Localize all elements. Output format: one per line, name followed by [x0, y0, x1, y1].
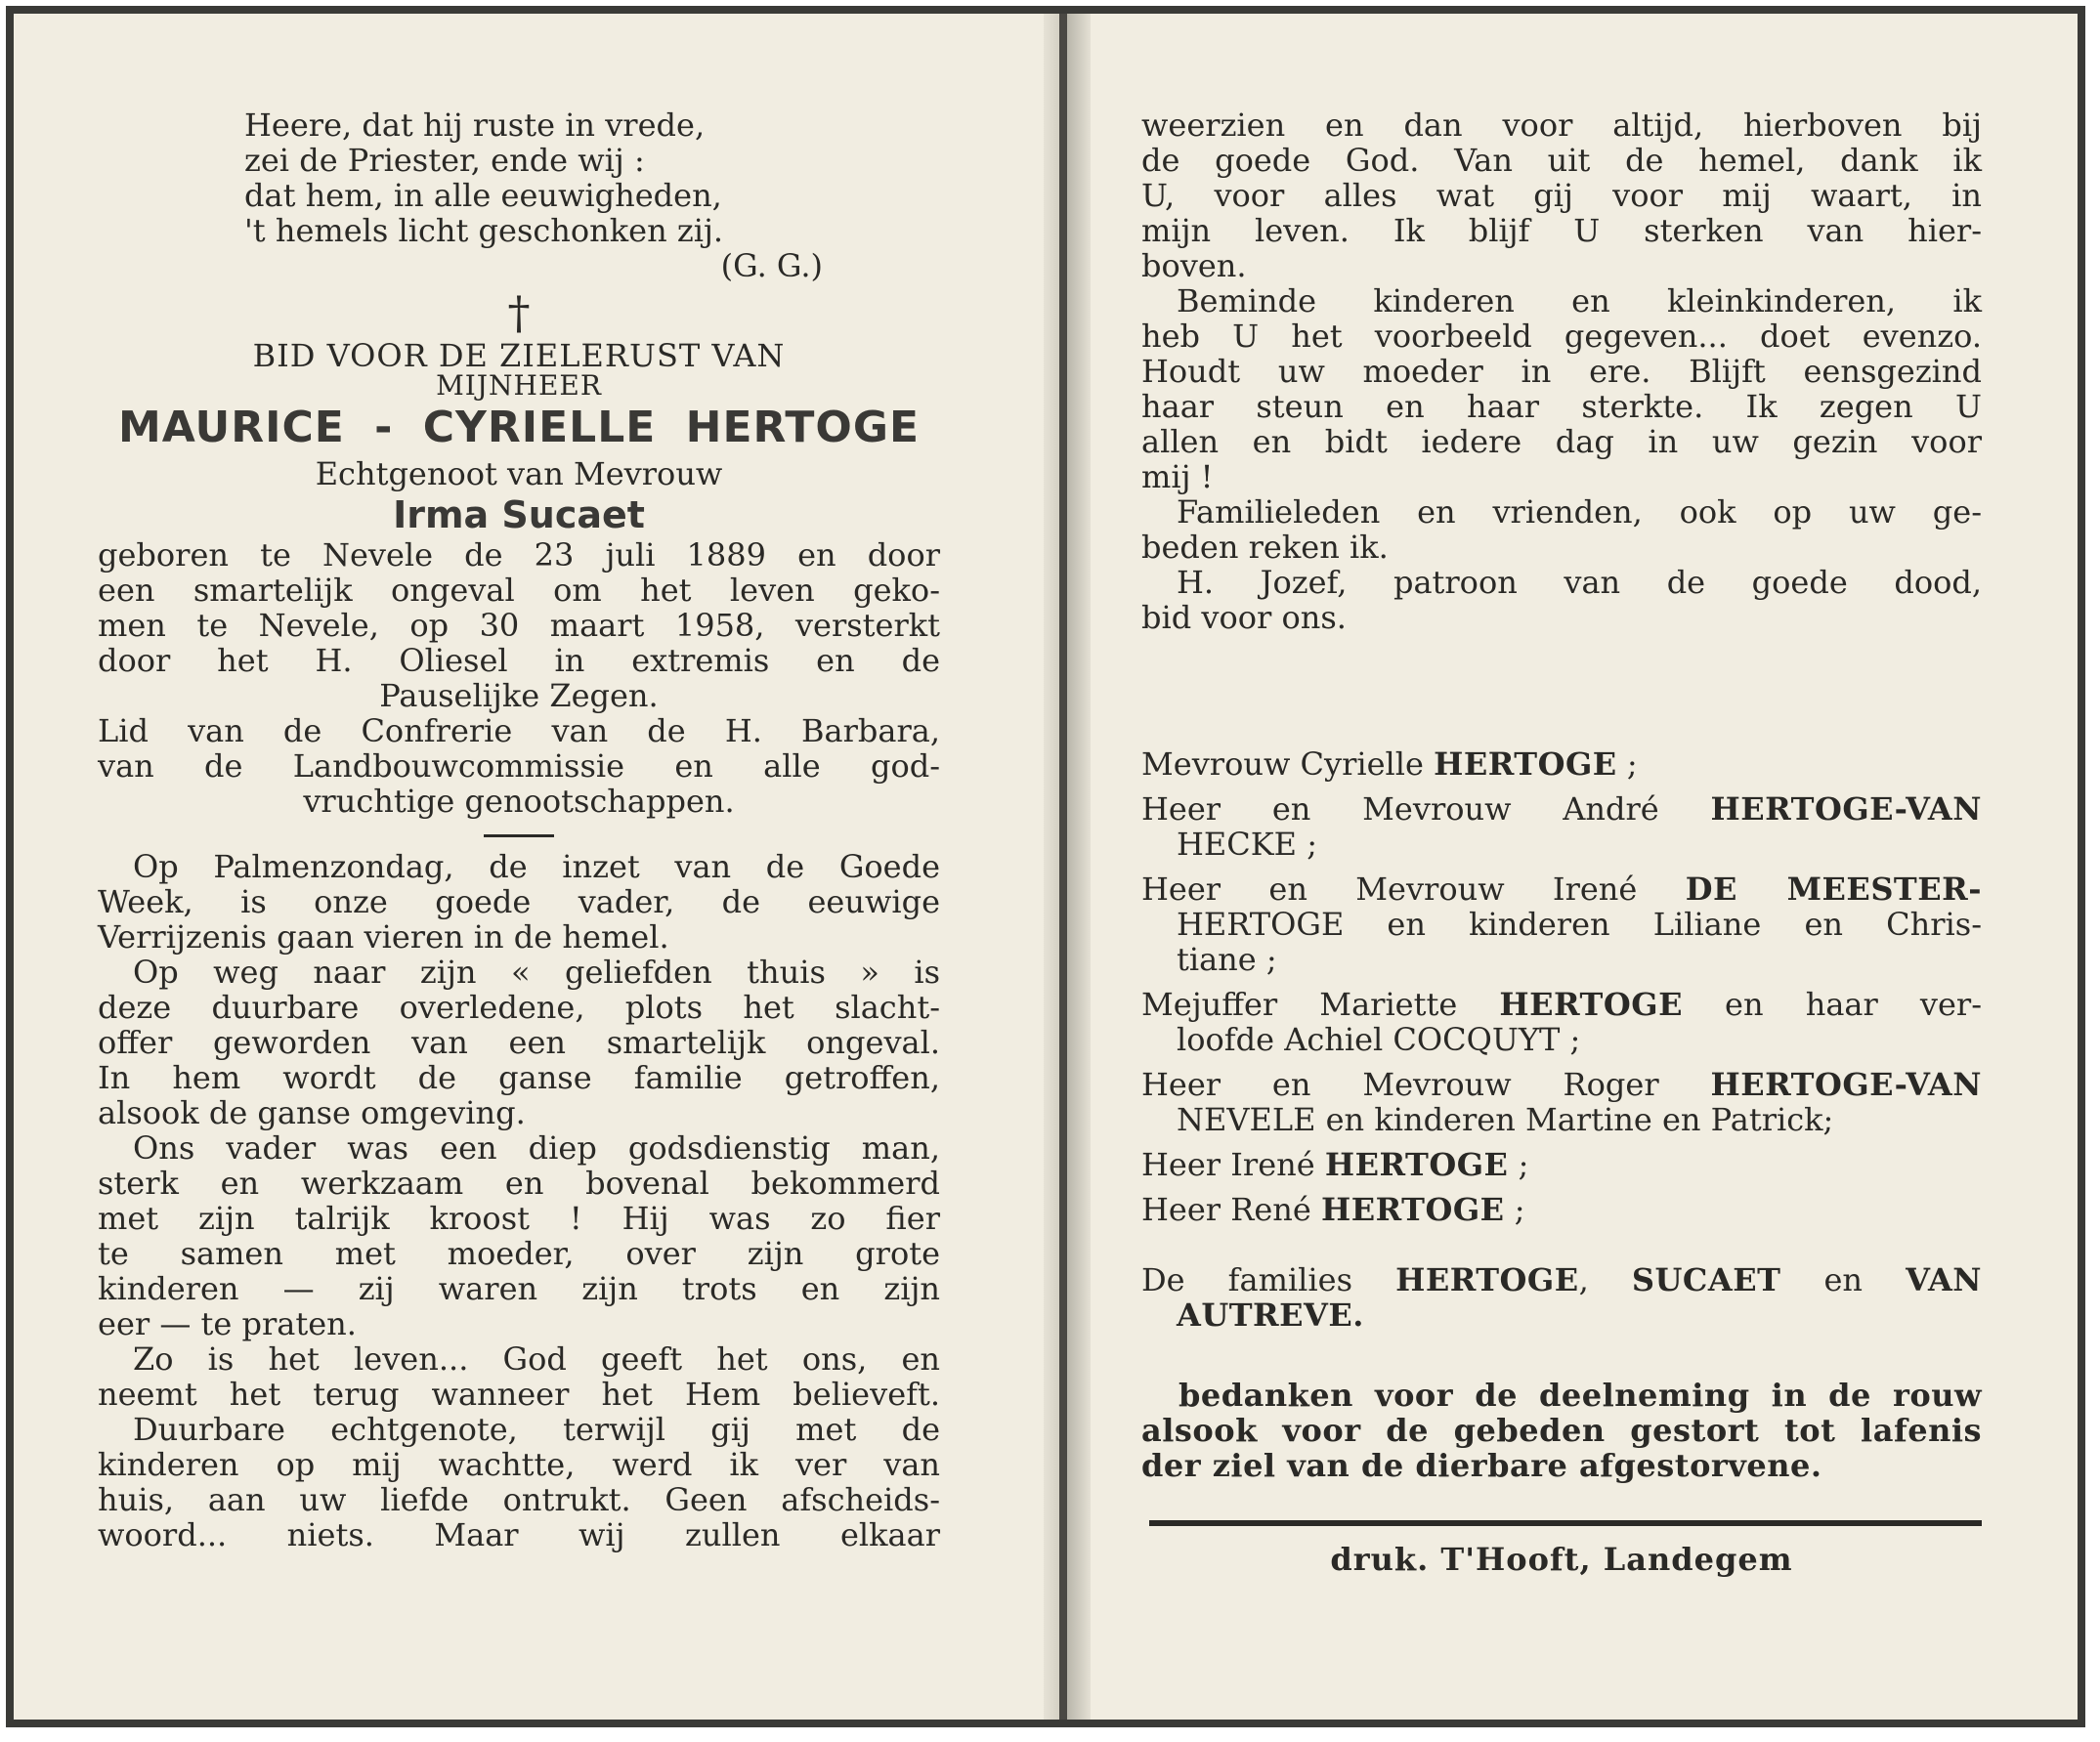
- family-line-cont: NEVELE en kinderen Martine en Patrick;: [1177, 1101, 1834, 1138]
- poem-line: Heere, dat hij ruste in vrede,: [244, 106, 706, 144]
- text-line: kinderen — zij waren zijn trots en zijn: [98, 1270, 940, 1307]
- separator-rule: [484, 834, 554, 837]
- text-line: huis, aan uw liefde ontrukt. Geen afscheids-: [98, 1481, 940, 1518]
- memorial-text: [98, 849, 940, 1552]
- thanks-line: bedanken voor de deelneming in de rouw: [1179, 1377, 1982, 1414]
- family-entry: [1141, 1067, 1982, 1137]
- text-line: In hem wordt de ganse familie getroffen,: [98, 1059, 940, 1096]
- text-line: H. Jozef, patroon van de goede dood,: [1177, 564, 1982, 601]
- family-line: Heer en Mevrouw Irené DE MEESTER-: [1141, 871, 1983, 908]
- text-line: de goede God. Van uit de hemel, dank ik: [1141, 142, 1982, 179]
- text-line: kinderen op mij wachtte, werd ik ver van: [98, 1446, 940, 1483]
- family-line: Mejuffer Mariette HERTOGE en haar ver-: [1141, 986, 1983, 1023]
- text-line: Houdt uw moeder in ere. Blijft eensgezind: [1141, 353, 1982, 390]
- text-line: neemt het terug wanneer het Hem believeft.: [98, 1376, 940, 1413]
- text-line: Ons vader was een diep godsdienstig man,: [133, 1129, 940, 1167]
- text-line: Week, is onze goede vader, de eeuwige: [98, 883, 940, 920]
- text-line: weerzien en dan voor altijd, hierboven bij: [1141, 106, 1982, 144]
- text-line: woord... niets. Maar wij zullen elkaar: [98, 1516, 940, 1553]
- prayer-heading: BID VOOR DE ZIELERUST VAN: [252, 337, 786, 374]
- families-line: De families HERTOGE, SUCAET en VAN: [1141, 1261, 1983, 1298]
- spouse-name: Irma Sucaet: [393, 493, 645, 536]
- family-line: Heer en Mevrouw Roger HERTOGE-VAN: [1141, 1066, 1982, 1103]
- poem-line: dat hem, in alle eeuwigheden,: [244, 177, 722, 214]
- text-line: te samen met moeder, over zijn grote: [98, 1235, 940, 1272]
- left-page: [98, 107, 940, 1552]
- membership-line: Lid van de Confrerie van de H. Barbara,: [98, 712, 940, 749]
- text-line: Familieleden en vrienden, ook op uw ge-: [1177, 493, 1982, 531]
- thanks-line: der ziel van de dierbare afgestorvene.: [1141, 1447, 1822, 1484]
- text-line: mij !: [1141, 458, 1214, 495]
- text-line: U, voor alles wat gij voor mij waart, in: [1141, 177, 1982, 214]
- family-line-cont: HERTOGE en kinderen Liliane en Chris-: [1177, 906, 1982, 943]
- text-line: deze duurbare overledene, plots het slacht-: [98, 989, 940, 1026]
- families-entry: [1141, 1262, 1982, 1333]
- poem-line: zei de Priester, ende wij :: [244, 142, 645, 179]
- card-fold-crease: [1059, 14, 1067, 1720]
- families-line-cont: AUTREVE.: [1177, 1296, 1364, 1334]
- family-entry: [1141, 871, 1982, 977]
- text-line: sterk en werkzaam en bovenal bekommerd: [98, 1165, 940, 1202]
- text-line: Duurbare echtgenote, terwijl gij met de: [133, 1411, 940, 1448]
- poem-attribution: (G. G.): [720, 247, 823, 284]
- text-line: Verrijzenis gaan vieren in de hemel.: [98, 918, 669, 956]
- right-page: [1141, 107, 1982, 1579]
- text-line: bid voor ons.: [1141, 599, 1347, 636]
- family-entry: [1141, 746, 1982, 782]
- text-line: met zijn talrijk kroost ! Hij was zo fier: [98, 1200, 940, 1237]
- text-line: beden reken ik.: [1141, 529, 1389, 566]
- family-entry: [1141, 987, 1982, 1057]
- text-line: haar steun en haar sterkte. Ik zegen U: [1141, 388, 1982, 425]
- family-line-cont: tiane ;: [1177, 941, 1277, 978]
- text-line: heb U het voorbeeld gegeven... doet evenzo.: [1141, 318, 1982, 355]
- bio-line: men te Nevele, op 30 maart 1958, versterkt: [98, 607, 940, 644]
- bio-line: een smartelijk ongeval om het leven geko-: [98, 572, 940, 609]
- text-line: eer — te praten.: [98, 1305, 357, 1342]
- text-line: alsook de ganse omgeving.: [98, 1094, 526, 1131]
- family-line: Heer René HERTOGE ;: [1141, 1191, 1525, 1228]
- spouse-intro: Echtgenoot van Mevrouw: [315, 455, 723, 492]
- text-line: Zo is het leven... God geeft het ons, en: [133, 1340, 940, 1378]
- text-line: allen en bidt iedere dag in uw gezin voor: [1141, 423, 1982, 460]
- printer-credit: druk. T'Hooft, Landegem: [1330, 1541, 1793, 1578]
- membership-line: vruchtige genootschappen.: [303, 783, 735, 820]
- family-line-cont: HECKE ;: [1177, 826, 1317, 863]
- bio-line: Pauselijke Zegen.: [379, 677, 659, 714]
- family-list: [1141, 746, 1982, 1227]
- text-line: Op weg naar zijn « geliefden thuis » is: [133, 954, 940, 991]
- text-line: boven.: [1141, 247, 1247, 284]
- family-line: Mevrouw Cyrielle HERTOGE ;: [1141, 745, 1638, 783]
- family-entry: [1141, 1192, 1982, 1227]
- memorial-text-continued: [1141, 107, 1982, 635]
- poem: [98, 107, 940, 248]
- footer-rule: [1149, 1520, 1982, 1526]
- text-line: Beminde kinderen en kleinkinderen, ik: [1177, 282, 1982, 319]
- text-line: offer geworden van een smartelijk ongeval.: [98, 1024, 940, 1061]
- card-fold-right: [1067, 14, 1091, 1720]
- thanks-line: alsook voor de gebeden gestort tot lafenis: [1141, 1412, 1982, 1449]
- family-entry: [1141, 791, 1982, 862]
- deceased-name: MAURICE - CYRIELLE HERTOGE: [118, 403, 920, 452]
- family-line: Heer Irené HERTOGE ;: [1141, 1146, 1529, 1183]
- thanks: [1141, 1378, 1982, 1483]
- bio-line: geboren te Nevele de 23 juli 1889 en door: [98, 536, 940, 574]
- poem-line: 't hemels licht geschonken zij.: [244, 212, 724, 249]
- biography: [98, 537, 940, 819]
- text-line: Op Palmenzondag, de inzet van de Goede: [133, 848, 940, 885]
- family-line-cont: loofde Achiel COCQUYT ;: [1177, 1021, 1581, 1058]
- family-entry: [1141, 1147, 1982, 1182]
- membership-line: van de Landbouwcommissie en alle god-: [98, 747, 940, 785]
- text-line: mijn leven. Ik blijf U sterken van hier-: [1141, 212, 1982, 249]
- family-line: Heer en Mevrouw André HERTOGE-VAN: [1141, 790, 1982, 828]
- cross-icon: †: [507, 286, 531, 339]
- honorific: MIJNHEER: [436, 369, 602, 402]
- bio-line: door het H. Oliesel in extremis en de: [98, 642, 940, 679]
